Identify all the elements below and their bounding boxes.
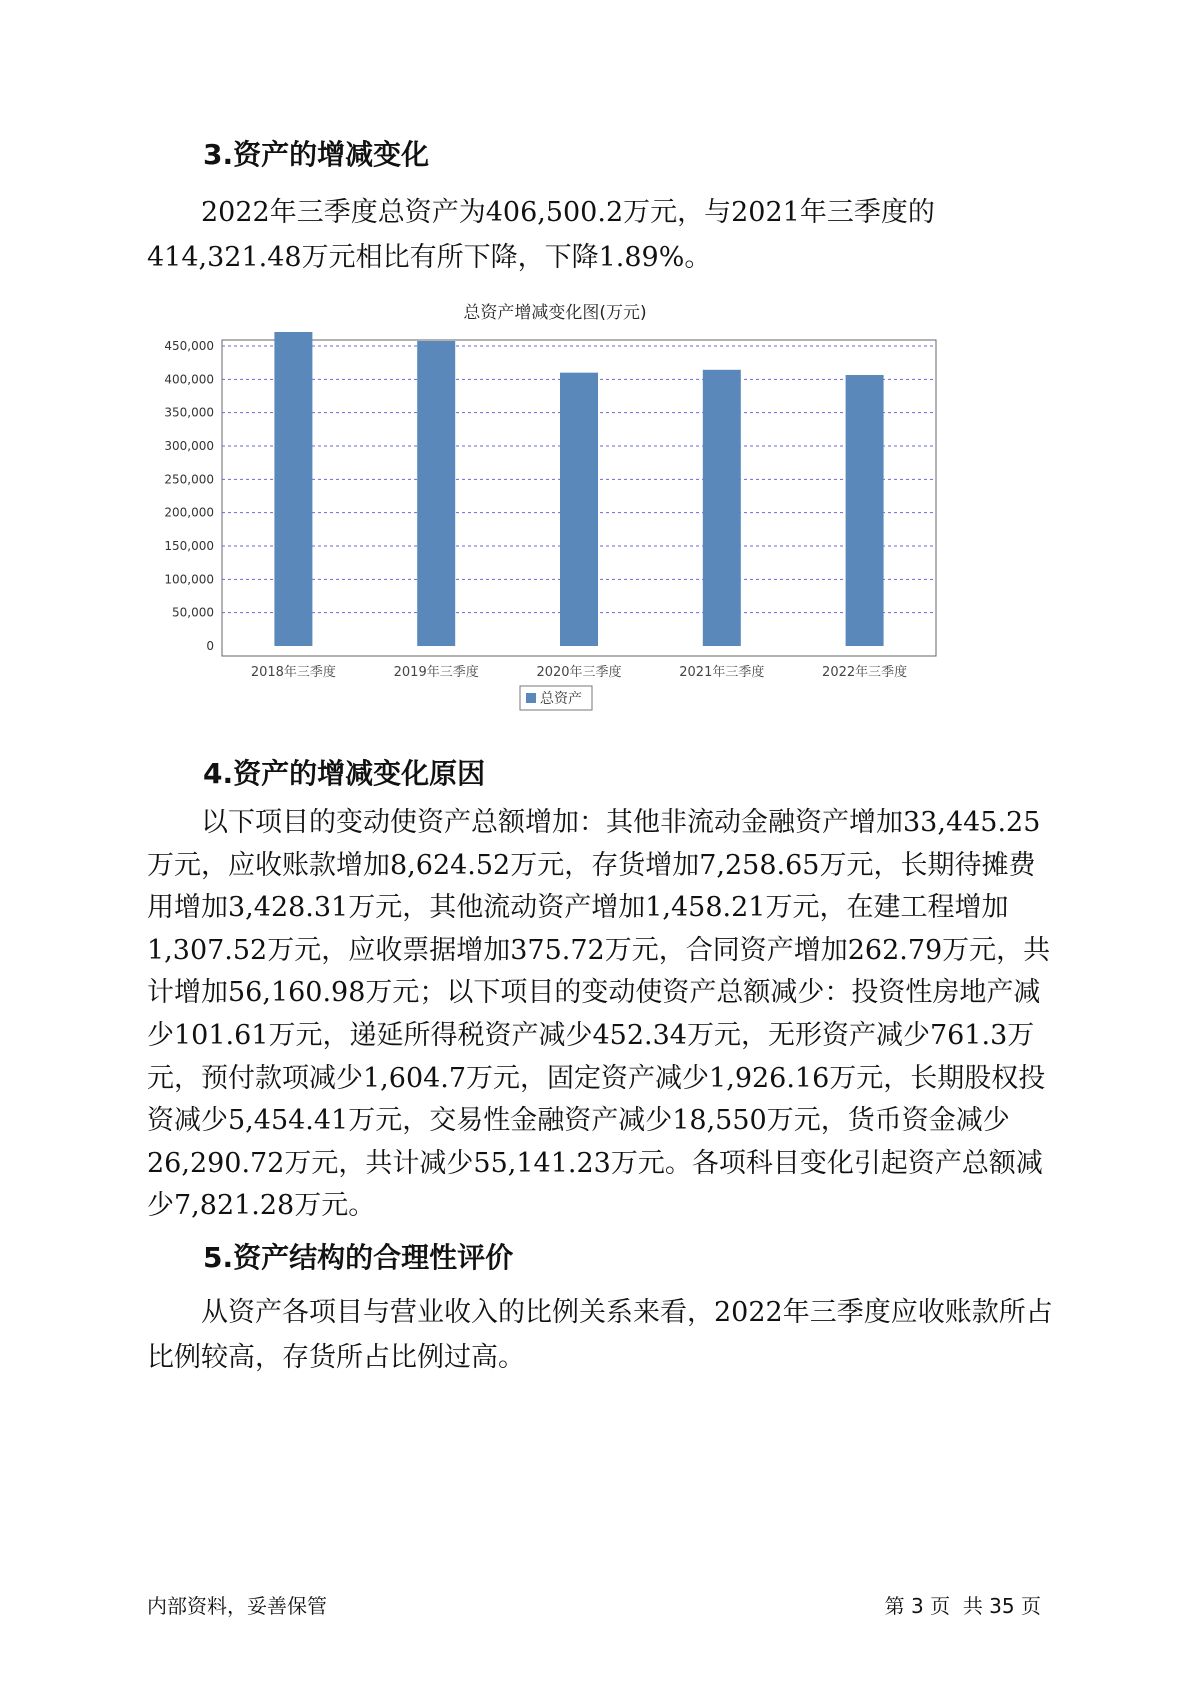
footer-confidential: 内部资料，妥善保管	[147, 1594, 327, 1618]
chart-title: 总资产增减变化图(万元)	[463, 303, 647, 323]
y-tick-label: 250,000	[164, 472, 214, 487]
y-tick-label: 450,000	[164, 339, 214, 353]
x-tick-label: 2020年三季度	[536, 665, 622, 680]
legend-label: 总资产	[540, 691, 582, 707]
x-tick-label: 2021年三季度	[679, 665, 765, 680]
x-axis-ticks	[251, 664, 907, 680]
footer-page-number: 第 3 页 共 35 页	[884, 1594, 1041, 1618]
legend	[520, 686, 592, 710]
paragraph-asset-structure: 从资产各项目与营业收入的比例关系来看，2022年三季度应收账款所占比例较高，存货所占比例过高。	[147, 1297, 1053, 1373]
y-axis-ticks	[164, 339, 214, 653]
bar	[274, 332, 312, 646]
paragraph-asset-change-reasons: 以下项目的变动使资产总额增加：其他非流动金融资产增加33,445.25万元，应收账款增加8,624.52万元，存货增加7,258.65万元，长期待摊费用增加3,428.31万元，其他流动资产增加1,458.21万元，在建工程增加1,307.52万元，应收票据增加375.72万元，合同资产增加262.79万元，共计增加56,160.98万元；以下项目的变动使资产总额减少：投资性房地产减少101.61万元，递延所得税资产减少452.34万元，无形资产减少761.3万元，预付款项减少1,604.7万元，固定资产减少1,926.16万元，长期股权投资减少5,454.41万元，交易性金融资产减少18,550万元，货币资金减少26,290.72万元，共计减少55,141.23万元。各项科目变化引起资产总额减少7,821.28万元。	[147, 807, 1051, 1222]
bar	[846, 375, 884, 646]
y-tick-label: 400,000	[164, 372, 214, 387]
x-tick-label: 2022年三季度	[822, 665, 908, 680]
section-heading-asset-change: 3.资产的增减变化	[203, 138, 430, 171]
total-assets-bar-chart	[150, 303, 950, 720]
section-heading-asset-change-reasons: 4.资产的增减变化原因	[203, 757, 486, 790]
paragraph-asset-summary: 2022年三季度总资产为406,500.2万元，与2021年三季度的414,321.48万元相比有所下降，下降1.89%。	[147, 197, 935, 273]
x-tick-label: 2018年三季度	[250, 665, 336, 680]
y-tick-label: 0	[206, 639, 214, 653]
section-heading-asset-structure: 5.资产结构的合理性评价	[203, 1241, 514, 1274]
bar	[560, 373, 598, 646]
bar	[703, 370, 741, 646]
y-tick-label: 150,000	[164, 539, 214, 553]
y-tick-label: 100,000	[164, 572, 214, 587]
y-tick-label: 350,000	[164, 405, 214, 420]
legend-swatch	[526, 693, 536, 703]
y-tick-label: 200,000	[164, 505, 214, 520]
bar	[417, 341, 455, 646]
y-tick-label: 300,000	[164, 439, 214, 453]
y-tick-label: 50,000	[172, 605, 214, 620]
x-tick-label: 2019年三季度	[393, 665, 479, 680]
